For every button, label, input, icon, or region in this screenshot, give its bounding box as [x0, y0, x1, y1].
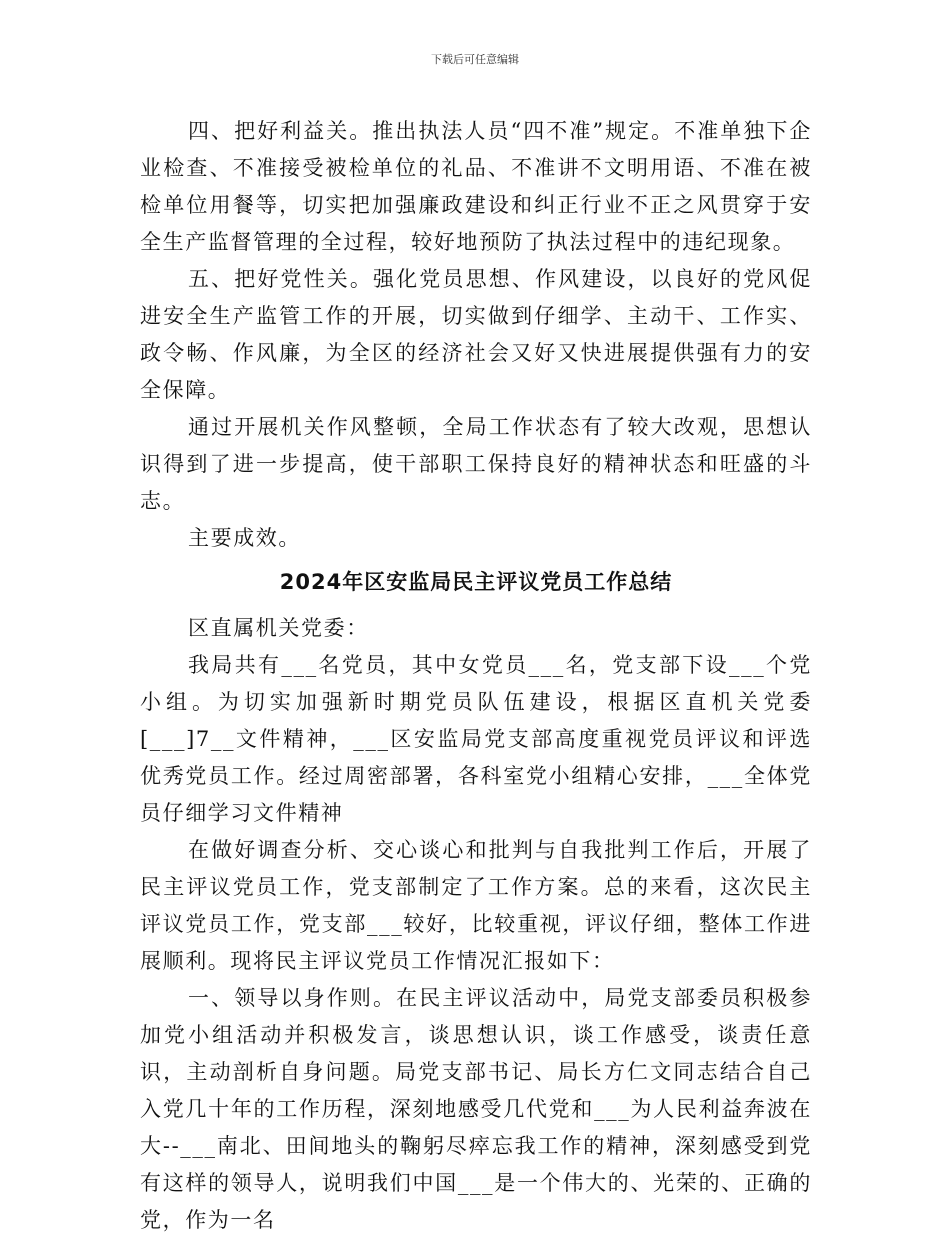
- page-header: 下载后可任意编辑: [431, 53, 519, 66]
- document-body: [140, 113, 812, 1239]
- paragraph-style-rectification: 通过开展机关作风整顿，全局工作状态有了较大改观，思想认识得到了进一步提高，使干部职工保持良好的精神状态和旺盛的斗志。: [140, 415, 812, 513]
- paragraph-party-spirit: 五、把好党性关。强化党员思想、作风建设，以良好的党风促进安全生产监管工作的开展，切实做到仔细学、主动干、工作实、政令畅、作风廉，为全区的经济社会又好又快进展提供强有力的安全保障。: [140, 267, 812, 402]
- paragraph-party-members: 我局共有___名党员，其中女党员___名，党支部下设___个党小组。为切实加强新时期党员队伍建设，根据区直机关党委[___]7__文件精神，___区安监局党支部高度重视党员评议和评选优秀党员工作。经过周密部署，各科室党小组精心安排，___全体党员仔细学习文件精神: [140, 653, 812, 825]
- paragraph-evaluation-work: 在做好调查分析、交心谈心和批判与自我批判工作后，开展了民主评议党员工作，党支部制定了工作方案。总的来看，这次民主评议党员工作，党支部___较好，比较重视，评议仔细，整体工作进展顺利。现将民主评议党员工作情况汇报如下：: [140, 838, 812, 973]
- document-title: 2024年区安监局民主评议党员工作总结: [279, 570, 673, 594]
- paragraph-interest: 四、把好利益关。推出执法人员“四不准”规定。不准单独下企业检查、不准接受被检单位的礼品、不准讲不文明用语、不准在被检单位用餐等，切实把加强廉政建设和纠正行业不正之风贯穿于安全生产监督管理的全过程，较好地预防了执法过程中的违纪现象。: [140, 119, 812, 254]
- salutation: 区直属机关党委：: [188, 616, 369, 640]
- paragraph-main-results: 主要成效。: [188, 526, 301, 550]
- paragraph-leadership: 一、领导以身作则。在民主评议活动中，局党支部委员积极参加党小组活动并积极发言，谈思想认识，谈工作感受，谈责任意识，主动剖析自身问题。局党支部书记、局长方仁文同志结合自己入党几十年的工作历程，深刻地感受几代党和___为人民利益奔波在大--___南北、田间地头的鞠躬尽瘁忘我工作的精神，深刻感受到党有这样的领导人，说明我们中国___是一个伟大的、光荣的、正确的党，作为一名: [140, 986, 812, 1232]
